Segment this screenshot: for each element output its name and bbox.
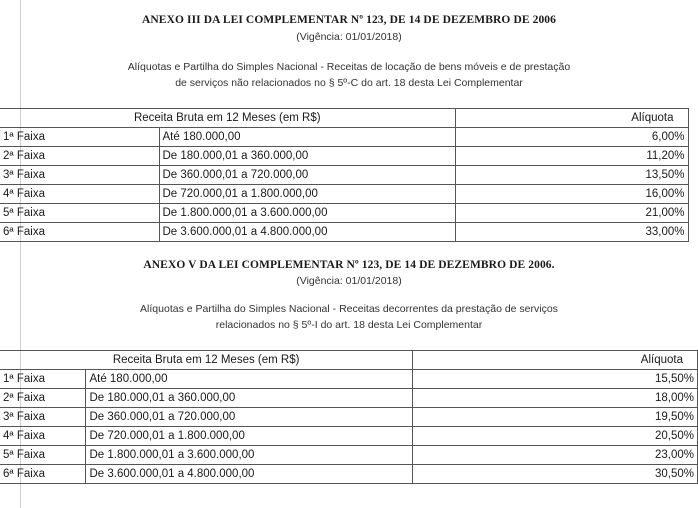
faixa-cell: 3ª Faixa bbox=[0, 166, 159, 185]
table-row bbox=[0, 465, 698, 484]
aliquota-header: Alíquota bbox=[413, 351, 698, 370]
anexo-v-description-line2: relacionados no § 5º-I do art. 18 desta Lei Complementar bbox=[215, 318, 483, 331]
table-row bbox=[0, 147, 688, 166]
anexo-iii-header-row bbox=[0, 109, 688, 128]
faixa-cell: 5ª Faixa bbox=[0, 446, 86, 465]
table-row bbox=[0, 427, 698, 446]
faixa-cell: 6ª Faixa bbox=[0, 465, 86, 484]
aliquota-cell: 15,50% bbox=[413, 370, 698, 389]
faixa-cell: 4ª Faixa bbox=[0, 427, 86, 446]
faixa-cell: 3ª Faixa bbox=[0, 408, 86, 427]
aliquota-cell: 16,00% bbox=[455, 185, 688, 204]
anexo-v-description-line1: Alíquotas e Partilha do Simples Nacional - Receitas decorrentes da prestação de serviços bbox=[140, 303, 558, 315]
anexo-v-header-row bbox=[0, 351, 698, 370]
aliquota-header: Alíquota bbox=[455, 109, 688, 128]
aliquota-cell: 21,00% bbox=[455, 204, 688, 223]
table-row bbox=[0, 204, 688, 223]
faixa-cell: 1ª Faixa bbox=[0, 128, 159, 147]
aliquota-cell: 11,20% bbox=[455, 147, 688, 166]
anexo-v-table bbox=[0, 350, 698, 484]
faixa-cell: 4ª Faixa bbox=[0, 185, 159, 204]
receita-header: Receita Bruta em 12 Meses (em R$) bbox=[0, 351, 413, 370]
table-row bbox=[0, 408, 698, 427]
aliquota-cell: 20,50% bbox=[413, 427, 698, 446]
aliquota-cell: 30,50% bbox=[413, 465, 698, 484]
table-row bbox=[0, 128, 688, 147]
aliquota-cell: 33,00% bbox=[455, 223, 688, 242]
table-row bbox=[0, 389, 698, 408]
faixa-cell: 2ª Faixa bbox=[0, 147, 159, 166]
receita-header: Receita Bruta em 12 Meses (em R$) bbox=[0, 109, 455, 128]
anexo-iii-table bbox=[0, 108, 689, 242]
range-cell: De 1.800.000,01 a 3.600.000,00 bbox=[159, 204, 455, 223]
anexo-iii-description bbox=[0, 60, 698, 91]
range-cell: De 180.000,01 a 360.000,00 bbox=[86, 389, 413, 408]
faixa-cell: 6ª Faixa bbox=[0, 223, 159, 242]
faixa-cell: 1ª Faixa bbox=[0, 370, 86, 389]
anexo-iii-description-line2: de serviços não relacionados no § 5º-C do art. 18 desta Lei Complementar bbox=[175, 76, 523, 89]
anexo-iii-description-line1: Alíquotas e Partilha do Simples Nacional - Receitas de locação de bens móveis e de prestação bbox=[127, 61, 571, 73]
table-row bbox=[0, 446, 698, 465]
aliquota-cell: 6,00% bbox=[455, 128, 688, 147]
range-cell: Até 180.000,00 bbox=[86, 370, 413, 389]
range-cell: De 360.000,01 a 720.000,00 bbox=[159, 166, 455, 185]
range-cell: De 1.800.000,01 a 3.600.000,00 bbox=[86, 446, 413, 465]
faixa-cell: 2ª Faixa bbox=[0, 389, 86, 408]
faixa-cell: 5ª Faixa bbox=[0, 204, 159, 223]
table-row bbox=[0, 223, 688, 242]
range-cell: De 720.000,01 a 1.800.000,00 bbox=[159, 185, 455, 204]
range-cell: De 360.000,01 a 720.000,00 bbox=[86, 408, 413, 427]
range-cell: De 180.000,01 a 360.000,00 bbox=[159, 147, 455, 166]
anexo-iii-vigencia: (Vigência: 01/01/2018) bbox=[296, 31, 402, 43]
aliquota-cell: 13,50% bbox=[455, 166, 688, 185]
aliquota-cell: 19,50% bbox=[413, 408, 698, 427]
table-row bbox=[0, 166, 688, 185]
anexo-v-description bbox=[0, 302, 698, 333]
range-cell: De 720.000,01 a 1.800.000,00 bbox=[86, 427, 413, 446]
range-cell: Até 180.000,00 bbox=[159, 128, 455, 147]
range-cell: De 3.600.000,01 a 4.800.000,00 bbox=[159, 223, 455, 242]
range-cell: De 3.600.000,01 a 4.800.000,00 bbox=[86, 465, 413, 484]
anexo-iii-title: ANEXO III DA LEI COMPLEMENTAR Nº 123, DE 14 DE DEZEMBRO DE 2006 bbox=[141, 14, 557, 26]
aliquota-cell: 23,00% bbox=[413, 446, 698, 465]
table-row bbox=[0, 370, 698, 389]
aliquota-cell: 18,00% bbox=[413, 389, 698, 408]
anexo-v-body bbox=[0, 370, 698, 484]
anexo-iii-body bbox=[0, 128, 688, 242]
anexo-v-title: ANEXO V DA LEI COMPLEMENTAR Nº 123, DE 14 DE DEZEMBRO DE 2006. bbox=[143, 259, 555, 271]
table-row bbox=[0, 185, 688, 204]
anexo-v-vigencia: (Vigência: 01/01/2018) bbox=[296, 275, 402, 287]
